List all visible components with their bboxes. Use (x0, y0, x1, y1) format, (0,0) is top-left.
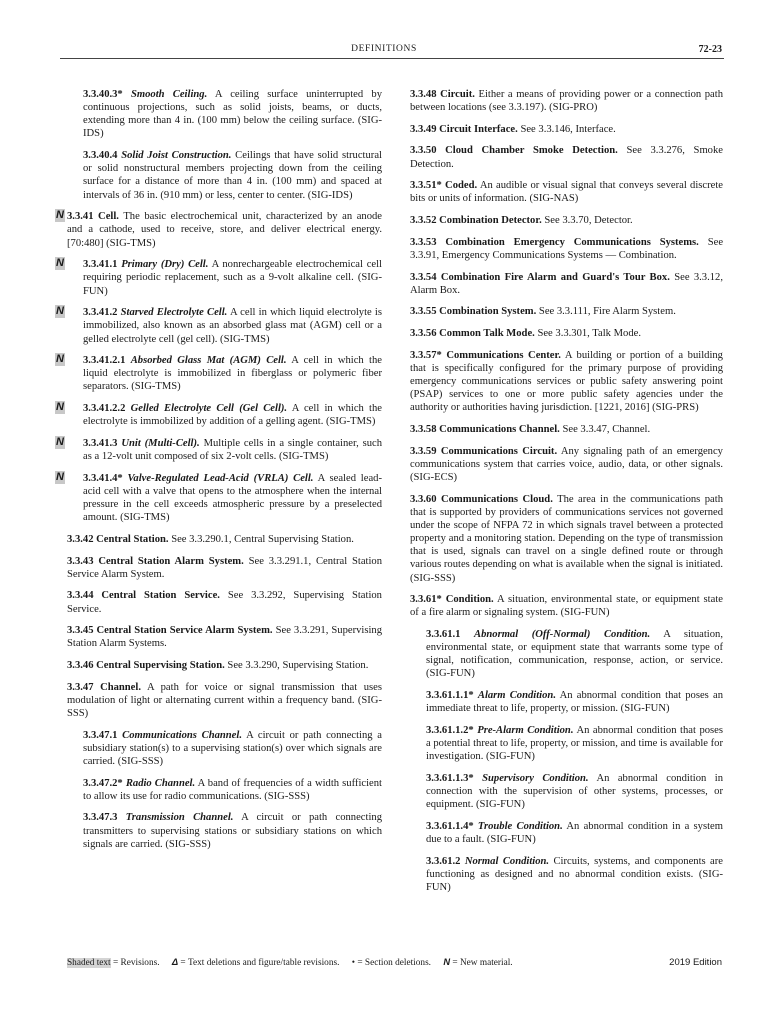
definition-entry (67, 555, 382, 581)
new-material-marker: N (56, 257, 64, 270)
entry-text: A ceiling surface uninterrupted by continuous projections, such as solid joists, beams, or ducts, extending more than 4 in. (100 mm) below the ceiling surface. (SIG-IDS) (83, 89, 382, 140)
entry-text: See 3.3.292, Supervising Station Service. (67, 590, 382, 615)
entry-text: See 3.3.47, Channel. (562, 423, 651, 435)
entry-number: 3.3.57* (410, 349, 442, 361)
entry-number: 3.3.41.3 (83, 437, 118, 449)
entry-term: Condition. (445, 594, 494, 606)
entry-number: 3.3.53 (410, 236, 437, 248)
entry-number: 3.3.47 (67, 681, 94, 693)
entry-term: Channel. (100, 681, 141, 693)
entry-term: Common Talk Mode. (439, 328, 535, 340)
entry-text: Either a means of providing power or a connection path between locations (see 3.3.197). (SIG-PRO) (410, 89, 723, 114)
entry-term: Central Station Service. (101, 590, 220, 602)
entry-number: 3.3.47.1 (83, 729, 118, 741)
entry-number: 3.3.41.2.1 (83, 355, 126, 367)
entry-number: 3.3.41.1 (83, 259, 118, 271)
revision-legend: Shaded text = Revisions. Δ = Text deletions and figure/table revisions. • = Section deletions. N = New material. (67, 957, 513, 968)
entry-term: Cloud Chamber Smoke Detection. (445, 145, 618, 157)
definition-entry (410, 689, 723, 715)
entry-text: A situation, environmental state, or equipment state that warrants some type of signal, notification, communication, response, action, or service. (SIG-FUN) (426, 629, 723, 680)
entry-text: A cell in which the electrolyte is immobilized by addition of a gelling agent. (SIG-TMS) (83, 403, 382, 428)
definition-entry (410, 214, 723, 227)
entry-number: 3.3.47.2* (83, 777, 123, 789)
entry-number: 3.3.55 (410, 306, 437, 318)
definition-entry (67, 777, 382, 803)
definition-entry (410, 305, 723, 318)
new-material-marker: N (56, 209, 64, 222)
entry-text: See 3.3.276, Smoke Detection. (410, 145, 723, 170)
entry-number: 3.3.60 (410, 493, 437, 505)
entry-text: See 3.3.291.1, Central Station Service Alarm System. (67, 555, 382, 580)
definition-entry (410, 236, 723, 262)
definition-entry (56, 209, 382, 249)
entry-text: See 3.3.290, Supervising Station. (227, 659, 369, 671)
entry-number: 3.3.42 (67, 533, 94, 545)
entry-term: Alarm Condition. (477, 690, 556, 702)
entry-term: Combination Fire Alarm and Guard's Tour Box. (440, 271, 670, 283)
entry-term: Starved Electrolyte Cell. (120, 307, 228, 319)
entry-term: Communications Cloud. (440, 493, 553, 505)
definition-entry (410, 855, 723, 894)
new-material-marker: N (56, 305, 64, 318)
definition-entry (67, 533, 382, 546)
definition-entry (410, 423, 723, 436)
entry-term: Unit (Multi-Cell). (121, 437, 200, 449)
definition-entry (67, 149, 382, 202)
entry-number: 3.3.61.1 (426, 629, 461, 640)
definition-entry (67, 624, 382, 650)
definition-entry (67, 88, 382, 141)
entry-number: 3.3.51* (410, 180, 442, 192)
entry-text: Circuits, systems, and components are functioning as designed and no abnormal condition exists. (SIG-FUN) (426, 855, 723, 893)
entry-text: The basic electrochemical unit, characterized by an anode and a cathode, used to receive, store, and deliver electrical energy. [70:480] (SIG-TMS) (67, 211, 382, 249)
definition-entry (56, 401, 382, 428)
entry-number: 3.3.61.1.3* (426, 772, 474, 784)
entry-text: A circuit or path connecting a subsidiary station(s) to a supervising station(s) over which signals are carried. (SIG-SSS) (83, 729, 382, 767)
entry-number: 3.3.45 (67, 625, 94, 637)
page-number: 72-23 (698, 44, 722, 55)
definition-entry (410, 349, 723, 415)
entry-number: 3.3.61.2 (426, 855, 461, 867)
entry-text: A sealed lead-acid cell with a valve that opens to the atmosphere when the internal pressure in the cell exceeds atmospheric pressure by a preselected amount. (SIG-TMS) (83, 472, 382, 524)
entry-term: Gelled Electrolyte Cell (Gel Cell). (130, 403, 288, 415)
edition-label: 2019 Edition (669, 957, 722, 968)
entry-term: Transmission Channel. (125, 812, 234, 824)
definition-entry (410, 628, 723, 681)
entry-text: An abnormal condition that poses a potential threat to life, property, or mission, and time is available for investigation. (SIG-FUN) (426, 724, 723, 763)
entry-term: Communications Circuit. (440, 445, 558, 457)
definition-entry (67, 729, 382, 768)
entry-text: A cell in which the liquid electrolyte is immobilized in fiberglass or polymeric fiber separators. (SIG-TMS) (83, 355, 382, 393)
entry-term: Circuit Interface. (439, 123, 518, 135)
entry-term: Coded. (445, 180, 478, 192)
entry-text: A circuit or path connecting transmitters to supervising stations or subsidiary stations on which signals are carried. (SIG-SSS) (83, 812, 382, 850)
entry-text: A situation, environmental state, or equipment state of a fire alarm or signaling system. (SIG-FUN) (410, 594, 723, 619)
definition-entry (410, 179, 723, 205)
entry-text: See 3.3.290.1, Central Supervising Station. (171, 533, 354, 545)
entry-text: See 3.3.70, Detector. (544, 215, 633, 227)
definition-entry (67, 681, 382, 720)
entry-term: Normal Condition. (464, 855, 550, 867)
entry-number: 3.3.46 (67, 659, 94, 671)
entry-number: 3.3.48 (410, 89, 437, 100)
entry-number: 3.3.47.3 (83, 812, 118, 824)
entry-number: 3.3.61.1.2* (426, 724, 474, 736)
entry-text: The area in the communications path that is supported by providers of communications services not governed under the scope of NFPA 72 in which signals travel between a protected property and a monitoring station. Depending on the type of transmission that is used, signals can travel on a single defined route or through various routes depending on what is available when the signal is initiated. (SIG-SSS) (410, 493, 723, 584)
entry-text: Ceilings that have solid structural or solid nonstructural members projecting down from the ceiling surface for a distance of more than 4 in. (100 mm) and spaced at intervals of 36 in. (910 mm) or less, center to center. (SIG-IDS) (83, 150, 382, 201)
entry-text: An abnormal condition that poses an immediate threat to life, property, or mission. (SIG-FUN) (426, 690, 723, 715)
entry-text: See 3.3.12, Alarm Box. (410, 271, 723, 296)
definition-entry (410, 820, 723, 846)
entry-term: Solid Joist Construction. (121, 150, 232, 162)
new-material-marker: N (56, 435, 64, 448)
definition-entry (67, 659, 382, 672)
definition-entry (410, 445, 723, 484)
entry-term: Cell. (98, 211, 119, 223)
entry-number: 3.3.41.2 (83, 307, 118, 319)
definition-entry (410, 88, 723, 114)
entry-number: 3.3.54 (410, 271, 437, 283)
entry-text: An abnormal condition in connection with the supervision of other systems, processes, or equipment. (SIG-FUN) (426, 772, 723, 811)
definition-entry (56, 257, 382, 297)
definition-entry (56, 353, 382, 393)
definition-entry (410, 772, 723, 811)
entry-text: A building or portion of a building that is specifically configured for the primary purpose of providing emergency communications services or public safety answering point (PSAP) services to one or more public safety agencies under the authority or authorities having jurisdiction. [1221, 2016] (SIG-PRS) (410, 349, 723, 414)
entry-term: Central Station Service Alarm System. (96, 625, 273, 637)
definition-entry (67, 811, 382, 850)
definition-entry (410, 593, 723, 619)
definition-entry (410, 271, 723, 297)
definition-entry (410, 493, 723, 585)
bullet-icon: • (351, 958, 356, 968)
entry-term: Combination Detector. (439, 215, 542, 227)
entry-number: 3.3.40.4 (83, 150, 118, 162)
entry-term: Valve-Regulated Lead-Acid (VRLA) Cell. (127, 472, 314, 484)
entry-term: Combination Emergency Communications Systems. (445, 236, 699, 248)
entry-term: Radio Channel. (125, 777, 196, 789)
definition-entry (410, 144, 723, 170)
new-material-marker: N (56, 401, 64, 414)
shaded-text-sample: Shaded text (67, 958, 111, 968)
definition-entry (56, 435, 383, 463)
entry-number: 3.3.43 (67, 555, 94, 567)
entry-text: See 3.3.291, Supervising Station Alarm Systems. (67, 625, 383, 650)
new-material-marker: N (56, 353, 64, 366)
header-rule (60, 58, 724, 59)
entry-number: 3.3.49 (410, 123, 437, 135)
entry-text: A path for voice or signal transmission that uses modulation of light or alternating current within a frequency band. (SIG-SSS) (67, 681, 382, 719)
entry-term: Communications Channel. (439, 423, 560, 435)
entry-number: 3.3.61* (410, 594, 442, 606)
entry-text: A band of frequencies of a width sufficient to allow its use for radio communications. (SIG-SSS) (83, 777, 382, 802)
running-header-title: DEFINITIONS (351, 44, 417, 54)
entry-term: Primary (Dry) Cell. (121, 259, 209, 271)
entry-number: 3.3.50 (410, 145, 437, 157)
entry-number: 3.3.41 (67, 211, 94, 223)
definition-entry (410, 327, 723, 340)
entry-term: Supervisory Condition. (482, 772, 589, 784)
left-column (56, 88, 383, 859)
entry-text: Multiple cells in a single container, such as a 12-volt unit composed of six 2-volt cells. (SIG-TMS) (83, 437, 383, 463)
entry-text: Any signaling path of an emergency communications system that carries voice, audio, data, or other signals. (SIG-ECS) (410, 445, 723, 483)
entry-term: Communications Channel. (122, 729, 242, 741)
definition-entry (56, 305, 383, 345)
entry-term: Circuit. (440, 89, 475, 100)
entry-text: See 3.3.301, Talk Mode. (537, 328, 641, 340)
entry-text: An abnormal condition in a system due to a fault. (SIG-FUN) (426, 820, 723, 846)
entry-text: See 3.3.146, Interface. (520, 123, 616, 135)
entry-term: Central Station Alarm System. (98, 555, 244, 567)
definition-entry (56, 470, 382, 525)
entry-term: Communications Center. (446, 349, 561, 361)
right-column (410, 88, 723, 903)
definition-entry (410, 724, 723, 763)
entry-term: Smooth Ceiling. (130, 89, 208, 100)
new-material-marker: N (56, 470, 64, 483)
entry-number: 3.3.44 (67, 590, 94, 602)
entry-number: 3.3.41.2.2 (83, 403, 126, 415)
entry-number: 3.3.59 (410, 445, 437, 457)
definition-entry (67, 589, 382, 615)
entry-text: See 3.3.91, Emergency Communications Systems — Combination. (410, 236, 724, 261)
entry-number: 3.3.58 (410, 423, 437, 435)
entry-term: Combination System. (439, 306, 537, 318)
entry-text: See 3.3.111, Fire Alarm System. (538, 306, 676, 318)
definition-entry (410, 123, 723, 136)
entry-term: Trouble Condition. (477, 820, 563, 832)
entry-number: 3.3.41.4* (83, 472, 123, 484)
entry-term: Central Supervising Station. (96, 659, 225, 671)
entry-number: 3.3.52 (410, 215, 437, 227)
entry-number: 3.3.40.3* (83, 89, 123, 100)
entry-text: A nonrechargeable electrochemical cell requiring periodic replacement, such as a 9-volt alkaline cell. (SIG-FUN) (83, 259, 382, 297)
entry-number: 3.3.61.1.1* (426, 690, 474, 702)
entry-term: Abnormal (Off-Normal) Condition. (474, 629, 651, 640)
entry-number: 3.3.56 (410, 328, 437, 340)
entry-term: Central Station. (96, 533, 169, 545)
entry-term: Absorbed Glass Mat (AGM) Cell. (130, 355, 287, 367)
new-material-icon: N (443, 957, 451, 967)
entry-term: Pre-Alarm Condition. (477, 724, 574, 736)
entry-text: An audible or visual signal that conveys several discrete bits or units of information. (SIG-NAS) (410, 180, 723, 205)
entry-number: 3.3.61.1.4* (426, 820, 474, 832)
delta-icon: Δ (171, 957, 179, 967)
entry-text: A cell in which liquid electrolyte is immobilized, also known as an absorbed glass mat (AGM) cell or a gelled electrolyte cell (gel cell). (SIG-TMS) (83, 307, 383, 345)
